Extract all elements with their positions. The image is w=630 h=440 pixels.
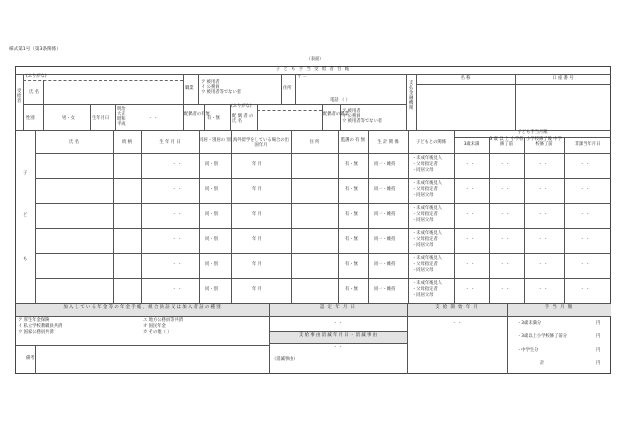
child-relationship-header: 子どもとの関係 [415,140,447,145]
amount-header: 手 当 月 額 [544,305,574,310]
child-row-year-month: 年 月 [252,187,262,192]
child-row-dots-1: ・ ・ [465,162,475,167]
era-showa: 昭和 [117,117,126,122]
child-row-guardian: 有・無 [345,287,358,292]
amount-junior-unit: 円 [596,348,601,353]
recipient-label: 受 給 者 [17,89,22,104]
child-row-rel-2: ・父母指定者 [412,162,438,167]
spouse-occ-option-1: ア 被用者 [342,109,361,114]
child-row-dots-2: ・ ・ [500,237,510,242]
child-row-birthdate: ・ ・ [172,262,182,267]
bank-name-header: 名 称 [460,76,471,81]
child-row-dots-1: ・ ・ [465,237,475,242]
child-row-same-separate: 同・別 [205,187,218,192]
child-row-rel-2: ・父母指定者 [412,287,438,292]
child-row-year-month: 年 月 [252,287,262,292]
birthdate-label: 生年月日 [92,116,110,121]
remarks-label: 備考 [26,356,35,361]
child-row-dots-4: ・ ・ [580,237,590,242]
occupation-option-1: ア 被用者 [201,80,220,85]
child-row-guardian: 有・無 [345,162,358,167]
child-same-separate-header: 同居・別居の 別 [199,138,231,143]
start-dots: ・ ・ [452,321,462,326]
name-label: 氏 名 [29,90,39,95]
child-row-birthdate: ・ ・ [172,212,182,217]
form-number: 様式第1号（第3条関係） [9,47,61,52]
furigana-label: (ふりがな) [26,74,47,79]
amount-under3-label: ・3歳未満分 [517,321,542,326]
age-col-date: 非課当年月日 [574,142,601,147]
child-row-birthdate: ・ ・ [172,187,182,192]
child-row-birthdate: ・ ・ [172,237,182,242]
child-row-rel-2: ・父母指定者 [412,237,438,242]
child-row-rel-3: ・同居父母 [412,243,434,248]
amount-under3-unit: 円 [596,321,601,326]
pension-option-ka: カ その他（ ） [143,330,172,335]
child-address-header: 住 所 [309,140,320,145]
age-col-under3: 3歳未満 [463,142,480,147]
birthdate-dots: ・ ・ [148,116,158,121]
child-row-dots-3: ・ ・ [538,162,548,167]
child-row-year-month: 年 月 [252,262,262,267]
child-row-dots-4: ・ ・ [580,287,590,292]
loss-dots: ・ ・ [333,345,343,350]
child-row-livelihood: 同一・維持 [374,212,396,217]
gender-options: 男・女 [62,116,75,121]
pension-option-o: オ 国民年金 [143,324,166,329]
child-row-dots-1: ・ ・ [465,187,475,192]
postal-code: 〒 － [297,75,307,80]
loss-header: 支 給 事 由 消 滅 年 月 日 ・ 消 滅 事 由 [299,333,377,338]
pension-header: 加 入 し て い る 年 金 等 の 年 金 手 帳 、 組 合 員 証 又 は 加 入 者 証 の 種 別 [63,305,221,310]
child-row-dots-2: ・ ・ [500,162,510,167]
child-row-rel-1: ・未成年後見人 [412,231,443,236]
spouse-presence-options: 有・無 [207,116,220,121]
child-side-label-2: ど [23,213,28,218]
child-row-guardian: 有・無 [345,237,358,242]
loss-reason-label: （消滅事由） [272,357,298,362]
start-header: 支 給 開 始 年 月 [435,305,479,310]
child-name-header: 氏 名 [69,140,79,145]
child-row-dots-4: ・ ・ [580,162,590,167]
decision-header: 認 定 年 月 日 [320,305,356,310]
child-row-guardian: 有・無 [345,212,358,217]
child-guardian-header: 監護の 有 無 [340,138,366,143]
address-label: 住所 [283,86,292,91]
child-row-guardian: 有・無 [345,187,358,192]
spouse-occupation-label: 配偶者の職業 [323,112,349,117]
child-row-dots-2: ・ ・ [500,287,510,292]
era-taisho: 大正 [117,112,126,117]
decision-dots: ・ ・ [333,321,343,326]
child-row-rel-1: ・未成年後見人 [412,281,443,286]
child-row-rel-2: ・父母指定者 [412,262,438,267]
child-row-dots-2: ・ ・ [500,262,510,267]
child-row-rel-2: ・父母指定者 [412,212,438,217]
child-row-rel-3: ・同居父母 [412,193,434,198]
pension-option-i: イ 私立学校教職員共済 [18,324,63,329]
occupation-label: 職業 [185,86,194,91]
child-row-dots-2: ・ ・ [500,187,510,192]
pension-option-a: ア 厚生年金保険 [18,318,50,323]
spouse-furigana: (ふりがな) [231,104,252,109]
occupation-option-3: ウ 被用者等でない者 [201,90,242,95]
spouse-occ-option-3: ウ 被用者等でない者 [342,119,383,124]
child-row-birthdate: ・ ・ [172,162,182,167]
child-row-dots-4: ・ ・ [580,212,590,217]
child-row-rel-1: ・未成年後見人 [412,181,443,186]
gender-label: 性別 [26,116,35,121]
payment-label: 支払金融機関 [409,81,414,111]
pension-option-u: ウ 国家公務員共済 [18,330,54,335]
spouse-presence-label: 配偶者の有無 [184,112,210,117]
era-heisei: 平成 [117,122,126,127]
amount-elementary-label: ・3歳以上小学校修了前分 [517,334,567,339]
child-row-birthdate: ・ ・ [172,287,182,292]
form-title: 子 ど も 手 当 受 給 者 台 帳 [275,67,351,72]
form-frame [15,66,611,374]
child-row-same-separate: 同・別 [205,162,218,167]
amount-junior-label: ・中学生分 [517,348,539,353]
amount-elementary-unit: 円 [596,334,601,339]
child-row-dots-3: ・ ・ [538,262,548,267]
child-row-guardian: 有・無 [345,262,358,267]
occupation-option-2: イ 公務員 [201,85,220,90]
amount-total-label: 計 [540,361,545,366]
child-birthdate-header: 生 年 月 日 [159,140,181,145]
child-row-rel-3: ・同居父母 [412,268,434,273]
child-row-year-month: 年 月 [252,237,262,242]
era-meiji: 明治 [117,107,126,112]
phone: 電話 （ ） [330,98,350,103]
child-row-dots-4: ・ ・ [580,187,590,192]
child-row-livelihood: 同一・維持 [374,237,396,242]
child-row-livelihood: 同一・維持 [374,187,396,192]
child-row-livelihood: 同一・維持 [374,287,396,292]
child-row-dots-2: ・ ・ [500,212,510,217]
child-row-rel-3: ・同居父母 [412,218,434,223]
child-row-rel-3: ・同居父母 [412,293,434,298]
child-row-rel-1: ・未成年後見人 [412,156,443,161]
spouse-name-label: 配 偶 者 の 氏 名 [232,114,254,124]
child-row-dots-3: ・ ・ [538,212,548,217]
child-side-label-3: も [23,257,28,262]
child-row-rel-1: ・未成年後見人 [412,256,443,261]
child-row-same-separate: 同・別 [205,262,218,267]
child-overseas-header: 海外留学をしている場合の出国年月 [233,138,289,148]
age-col-3-to-elementary: 3 歳 以 上 小学校修了前 [489,137,524,147]
age-col-junior-high: 小学校修了後 中学校修了前 [526,137,562,147]
account-number-header: 口 座 番 号 [552,76,574,81]
child-row-rel-3: ・同居父母 [412,168,434,173]
child-livelihood-header: 生 計 関 係 [377,140,399,145]
child-row-same-separate: 同・別 [205,287,218,292]
spouse-occ-option-2: イ 公務員 [342,114,361,119]
child-row-rel-1: ・未成年後見人 [412,206,443,211]
child-row-dots-1: ・ ・ [465,262,475,267]
child-row-dots-1: ・ ・ [465,212,475,217]
amount-total-unit: 円 [596,361,601,366]
child-side-label-1: 子 [23,171,28,176]
child-row-rel-2: ・父母指定者 [412,187,438,192]
child-row-livelihood: 同一・維持 [374,162,396,167]
child-row-year-month: 年 月 [252,162,262,167]
child-row-dots-4: ・ ・ [580,262,590,267]
pension-option-e: エ 地方公務員等共済 [143,318,184,323]
side-label: （表面） [306,57,324,62]
child-row-same-separate: 同・別 [205,237,218,242]
child-row-livelihood: 同一・維持 [374,262,396,267]
child-row-year-month: 年 月 [252,212,262,217]
child-row-dots-3: ・ ・ [538,287,548,292]
monthly-group-header: 子ども手当月額 [517,130,548,135]
child-row-dots-1: ・ ・ [465,287,475,292]
child-row-dots-3: ・ ・ [538,237,548,242]
child-row-same-separate: 同・別 [205,212,218,217]
child-relation-header: 続 柄 [122,140,132,145]
child-row-dots-3: ・ ・ [538,187,548,192]
